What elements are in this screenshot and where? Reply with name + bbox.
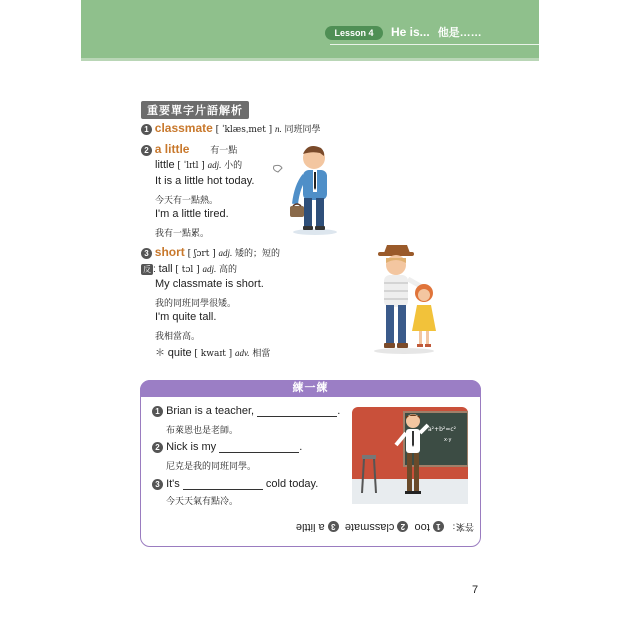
question-2-cn: 尼克是我的同班同學。 [166,461,257,471]
note-meaning: 相當 [252,348,271,358]
vocab-item-classmate [141,121,321,135]
example-cn: 我有一點累。 [155,228,210,238]
sub-word: little [155,159,175,171]
question-text-after: . [337,405,341,417]
question-number: 3 [152,479,163,490]
note-line [155,344,270,359]
part-of-speech: n. [274,124,282,134]
answer-blank[interactable] [219,441,299,453]
note-pos: adv. [234,348,250,358]
phonetic: [ ˈklæsˌmet ] [215,125,273,135]
answer-3: a little [295,521,325,533]
example-en: My classmate is short. [155,278,264,290]
sub-meaning: 小的 [224,160,243,170]
teacher-chalkboard-illustration [352,407,468,504]
question-text-after: cold today. [265,478,319,490]
answer-blank[interactable] [257,405,337,417]
tired-man-illustration [270,140,345,235]
note-word: quite [167,347,192,359]
lesson-badge: Lesson 4 [325,26,383,40]
example-cn: 我的同班同學很矮。 [155,298,237,308]
question-3-cn: 今天天氣有點冷。 [166,496,239,506]
vocab-item-a-little [141,142,237,156]
meaning: 同班同學 [284,124,321,134]
question-number: 2 [152,442,163,453]
keyword: classmate [154,121,213,135]
tall-and-short-illustration [368,243,448,355]
note-mark: ＊ [155,348,165,359]
keyword: short [154,245,185,259]
phonetic: [ ʃɔrt ] [187,249,216,259]
answer-number: 2 [397,521,408,532]
contrast-badge: 反 [143,265,151,274]
practice-title: 練一練 [140,380,481,397]
answer-label: 答案： [446,522,474,532]
practice-question-3 [152,478,318,490]
keyword: a little [154,142,190,156]
example-en: It is a little hot today. [155,175,255,187]
note-phonetic: [ kwaɪt ] [194,349,233,359]
answer-key [284,521,474,534]
answer-number: 3 [328,521,339,532]
part-of-speech: adj. [218,248,233,258]
header-divider [81,58,539,61]
answer-2: classmate [344,521,395,533]
example-en: I'm quite tall. [155,311,217,323]
question-text-after: . [299,441,303,453]
item-number: 3 [141,248,152,259]
vocab-item-short [141,245,280,259]
question-text-before: Brian is a teacher, [166,405,255,417]
answer-number: 1 [433,521,444,532]
sub-word-line [155,158,242,171]
practice-question-2 [152,441,302,453]
example-cn: 今天有一點熱。 [155,195,219,205]
question-text-before: Nick is my [166,441,217,453]
header-rule [330,44,539,45]
page-number: 7 [472,584,479,596]
answer-blank[interactable] [183,478,263,490]
opposite-phonetic: [ tɔl ] [175,265,200,275]
example-en: I'm a little tired. [155,208,229,220]
opposite-meaning: 高的 [219,264,238,274]
practice-question-1 [152,405,340,417]
opposite-word: tall [158,263,173,275]
svg-text:a²+b²=c²: a²+b²=c² [428,426,457,433]
sub-pos: adj. [207,160,222,170]
opposite-pos: adj. [202,264,217,274]
question-text-before: It's [166,478,180,490]
question-number: 1 [152,406,163,417]
lesson-title: He is... 他是…… [391,25,482,39]
example-cn: 我相當高。 [155,331,201,341]
opposite-line: 反 : tall [ tɔl ] adj. 高的 [143,263,238,275]
sub-phonetic: [ ˈlɪtl ] [177,161,205,171]
lesson-title-cn: 他是…… [437,27,482,39]
item-number: 1 [141,124,152,135]
section-label: 重要單字片語解析 [141,101,249,119]
answer-1: too [414,521,430,533]
meaning: 有一點 [210,145,238,155]
svg-text:x·y: x·y [444,437,452,443]
item-number: 2 [141,145,152,156]
question-1-cn: 布萊恩也是老師。 [166,425,239,435]
meaning: 矮的；短的 [235,248,281,258]
